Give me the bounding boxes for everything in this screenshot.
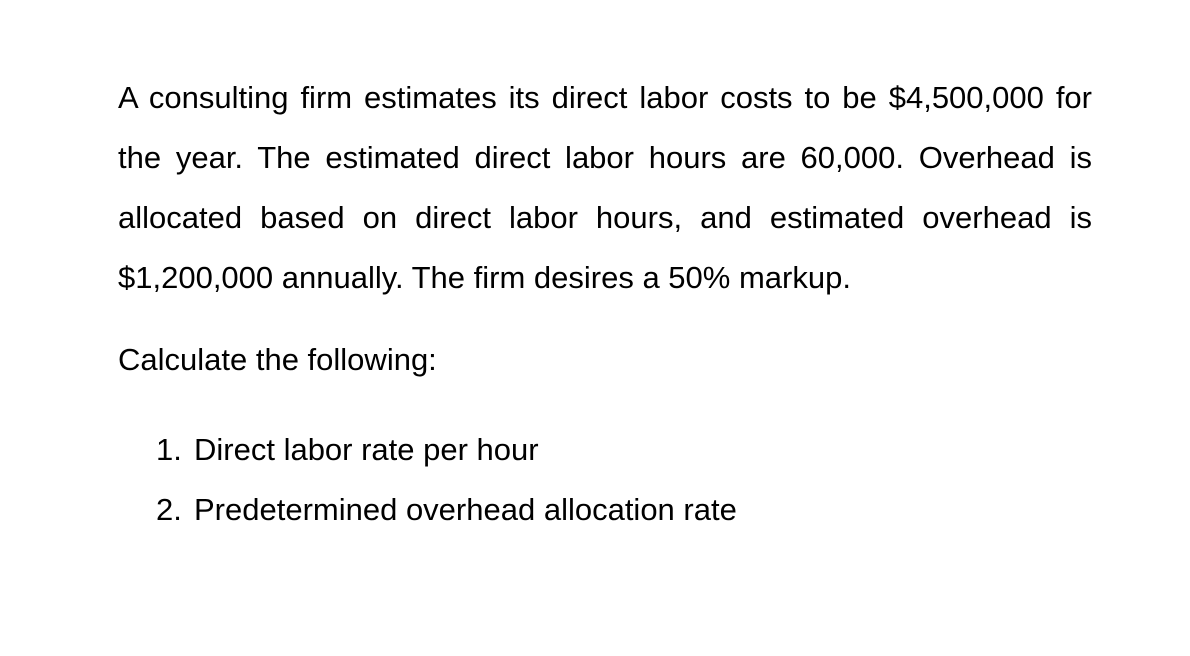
list-item-number: 1. bbox=[156, 432, 182, 467]
list-item-number: 2. bbox=[156, 492, 182, 527]
problem-prompt: Calculate the following: bbox=[118, 342, 437, 377]
list-item bbox=[156, 480, 1092, 540]
list-item bbox=[156, 420, 1092, 480]
problem-paragraph: A consulting firm estimates its direct labor costs to be $4,500,000 for the year. The estimated direct labor hours are 60,000. Overhead is allocated based on direct labor hours, and estimated overhead is $1,200,000 annually. The firm desires a 50% markup. bbox=[118, 80, 1092, 295]
problem-document bbox=[118, 68, 1092, 540]
list-item-text: Predetermined overhead allocation rate bbox=[194, 492, 737, 527]
list-item-text: Direct labor rate per hour bbox=[194, 432, 539, 467]
question-list bbox=[118, 420, 1092, 540]
